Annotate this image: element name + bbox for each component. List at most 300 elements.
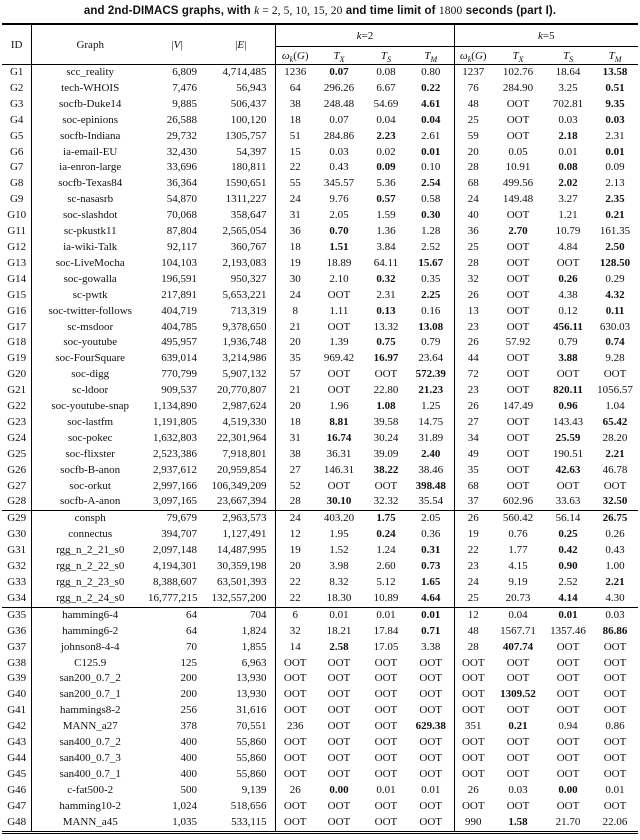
cell-k5-ts: OOT <box>556 640 580 653</box>
cell-k5-tx: 147.49 <box>502 400 534 413</box>
cell-k2-omega: 19 <box>289 256 301 269</box>
cell-k5-tm: 1.00 <box>605 560 625 573</box>
cell-k2-ts: 0.08 <box>376 66 396 78</box>
cell-k5-ts: 0.90 <box>558 560 578 573</box>
cell-k5-tm: 0.01 <box>605 783 625 796</box>
cell-k2-tx: 1.51 <box>329 240 349 253</box>
cell-k2-tm: 398.48 <box>408 479 454 495</box>
cell-v: 2,097,148 <box>152 544 197 557</box>
cell-id: G47 <box>2 799 32 815</box>
cell-graph: hamming10-2 <box>59 799 122 812</box>
cell-e: 1590,651 <box>206 176 276 192</box>
cell-k5-ts: OOT <box>556 736 580 749</box>
cell-k5-tm: 46.78 <box>602 463 628 476</box>
cell-k2-tx: 0.01 <box>314 607 364 623</box>
cell-k5-ts: 21.70 <box>555 815 581 828</box>
cell-k5-omega: 32 <box>467 272 479 285</box>
cell-k5-omega: 23 <box>467 320 479 333</box>
cell-k5-tx: OOT <box>506 431 530 444</box>
cell-e: 4,714,485 <box>206 65 276 81</box>
cell-k2-tm: OOT <box>408 751 454 767</box>
cell-k2-ts: 5.12 <box>376 576 396 588</box>
cell-id: G31 <box>2 543 32 559</box>
table-body <box>2 65 638 832</box>
cell-k5-ts: 190.51 <box>552 447 584 460</box>
cell-k5-tx: 4.15 <box>508 560 528 573</box>
cell-k5-omega: 49 <box>467 447 479 460</box>
cell-v: 32,430 <box>166 145 197 158</box>
cell-id: G34 <box>2 591 32 607</box>
cell-graph: sc-pwtk <box>72 288 108 301</box>
cell-k5-ts: 0.01 <box>558 145 578 158</box>
cell-k5-ts: OOT <box>556 672 580 685</box>
cell-id: G44 <box>2 751 32 767</box>
cell-graph: soc-youtube <box>63 336 118 349</box>
cell-k5-tm: 2.21 <box>605 447 625 460</box>
table-row <box>2 559 638 575</box>
cell-v: 8,388,607 <box>152 576 197 588</box>
cell-k2-tx: 0.07 <box>329 66 349 78</box>
cell-k5-omega: 27 <box>467 415 479 428</box>
cell-k2-ts: 0.09 <box>376 161 396 174</box>
cell-k2-tm: 31.89 <box>408 431 454 447</box>
cell-graph: soc-gowalla <box>63 272 117 285</box>
cell-id: G39 <box>2 671 32 687</box>
cell-k2-tx: 2.58 <box>329 640 349 653</box>
cell-graph: san200_0.7_1 <box>59 688 121 701</box>
cell-k5-ts: 4.14 <box>558 591 578 604</box>
cell-k5-tm: OOT <box>603 640 627 653</box>
cell-k2-omega: 32 <box>289 624 301 637</box>
cell-k5-tx: OOT <box>506 736 530 749</box>
cell-k5-ts: 0.79 <box>558 336 578 349</box>
cell-k5-tx: 0.76 <box>508 528 528 541</box>
cell-graph: ia-email-EU <box>63 145 118 158</box>
table-row <box>2 624 638 640</box>
cell-k2-ts: 1.36 <box>376 225 396 238</box>
table-row <box>2 447 638 463</box>
group-header-k2: k=2 <box>276 24 454 47</box>
cell-k2-tx: 1.11 <box>329 304 349 317</box>
cell-k2-ts: 0.13 <box>376 304 396 317</box>
cell-k2-ts: OOT <box>374 704 398 717</box>
table-row <box>2 719 638 735</box>
table-row <box>2 494 638 510</box>
cell-graph: rgg_n_2_23_s0 <box>56 576 125 588</box>
cell-k5-omega: 26 <box>467 288 479 301</box>
cell-k2-ts: 6.67 <box>376 81 396 94</box>
cell-v: 7,476 <box>172 81 197 94</box>
cell-k2-omega: 27 <box>289 463 301 476</box>
cell-graph: soc-twitter-follows <box>48 304 132 317</box>
cell-k2-tm: 572.39 <box>408 367 454 383</box>
cell-k2-tx: 1.52 <box>329 544 349 557</box>
cell-k5-tx: OOT <box>506 368 530 381</box>
cell-k5-tx: OOT <box>506 767 530 780</box>
cell-e: 9,378,650 <box>206 320 276 336</box>
cell-k2-tx: 18.30 <box>326 591 352 604</box>
cell-k2-tx: OOT <box>327 815 351 828</box>
cell-k2-ts: 2.23 <box>376 129 396 142</box>
cell-k5-tx: OOT <box>506 447 530 460</box>
cell-k5-tx: 20.73 <box>505 591 531 604</box>
cell-k5-omega: 24 <box>467 193 479 206</box>
cell-id: G27 <box>2 479 32 495</box>
cell-k5-tx: OOT <box>506 304 530 317</box>
cell-k5-ts: 3.88 <box>558 352 578 365</box>
cell-k5-omega: 23 <box>467 384 479 397</box>
cell-k5-ts: 2.18 <box>558 129 578 142</box>
cell-k5-tm: 9.28 <box>605 352 625 365</box>
cell-id: G10 <box>2 208 32 224</box>
cell-k2-omega: 12 <box>289 528 301 541</box>
cell-id: G18 <box>2 335 32 351</box>
cell-graph: hamming6-2 <box>62 624 119 637</box>
cell-k5-tx: 407.74 <box>502 640 534 653</box>
cell-k5-tx: 1309.52 <box>500 688 536 701</box>
cell-k5-tm: 0.43 <box>605 544 625 557</box>
cell-k5-tx: OOT <box>506 656 530 669</box>
cell-graph: soc-pokec <box>67 431 113 444</box>
cell-k5-tm: 0.51 <box>605 81 625 94</box>
cell-k2-ts: 0.01 <box>364 607 408 623</box>
cell-k2-tm: 38.46 <box>408 463 454 479</box>
cell-k5-tm: OOT <box>603 799 627 812</box>
cell-k2-tx: OOT <box>327 688 351 701</box>
cell-k2-omega: 24 <box>276 511 314 527</box>
cell-v: 404,785 <box>161 320 197 333</box>
cell-graph: consph <box>32 511 148 527</box>
cell-k5-omega: OOT <box>461 656 485 669</box>
cell-k2-tx: 0.00 <box>329 783 349 796</box>
cell-k5-ts: 0.08 <box>558 161 578 174</box>
cell-k2-ts: 0.24 <box>376 528 396 541</box>
cell-e: 518,656 <box>206 799 276 815</box>
cell-e: 9,139 <box>206 783 276 799</box>
cell-k2-ts: 16.97 <box>373 352 399 365</box>
table-caption <box>8 5 632 17</box>
cell-graph: soc-lastfm <box>67 415 114 428</box>
table-row <box>2 479 638 495</box>
cell-k2-omega: OOT <box>283 704 307 717</box>
cell-k5-ts: 0.94 <box>558 720 578 733</box>
cell-e: 7,918,801 <box>206 447 276 463</box>
table-row <box>2 399 638 415</box>
cell-k5-tx: OOT <box>506 240 530 253</box>
cell-k5-tm: 9.35 <box>605 97 625 110</box>
cell-e: 358,647 <box>206 208 276 224</box>
cell-v: 33,696 <box>166 161 197 174</box>
cell-k2-tx: 0.70 <box>329 225 349 238</box>
cell-k5-tm: OOT <box>603 688 627 701</box>
col-header-e: |E| <box>206 24 276 65</box>
cell-k5-omega: 25 <box>467 240 479 253</box>
cell-k2-tx: OOT <box>327 799 351 812</box>
cell-k2-tm: 0.73 <box>408 559 454 575</box>
results-table <box>2 23 638 832</box>
cell-v: 4,194,301 <box>152 560 197 573</box>
cell-k5-tx: OOT <box>506 129 530 142</box>
cell-k2-ts: OOT <box>374 815 398 828</box>
cell-k5-ts: 18.64 <box>555 66 581 78</box>
cell-graph: ia-enron-large <box>59 161 122 174</box>
table-row <box>2 431 638 447</box>
cell-k2-tx: OOT <box>327 368 351 381</box>
cell-k5-ts: 1.21 <box>558 209 578 222</box>
cell-k5-ts: OOT <box>556 704 580 717</box>
cell-k2-omega: 19 <box>289 544 301 557</box>
cell-graph: soc-digg <box>71 368 110 381</box>
cell-k2-tm: 629.38 <box>408 719 454 735</box>
cell-k5-omega: 72 <box>467 368 479 381</box>
cell-k2-ts: OOT <box>374 479 398 492</box>
cell-k2-tx: 2.10 <box>329 272 349 285</box>
cell-k5-tx: 1567.71 <box>500 624 536 637</box>
table-row <box>2 176 638 192</box>
cell-e: 55,860 <box>206 767 276 783</box>
cell-k5-ts: OOT <box>556 767 580 780</box>
cell-k5-tx: 149.48 <box>502 193 534 206</box>
cell-k5-tm: 2.13 <box>605 177 625 190</box>
table-row <box>2 65 638 81</box>
cell-k2-tx: 8.32 <box>329 576 349 588</box>
cell-k2-omega: OOT <box>283 767 307 780</box>
cell-k2-tx: OOT <box>327 288 351 301</box>
cell-v: 2,997,166 <box>152 479 197 492</box>
cell-k2-tm: 0.30 <box>408 208 454 224</box>
cell-k5-tx: OOT <box>506 113 530 126</box>
cell-k5-omega: 26 <box>454 511 492 527</box>
cell-k2-tm: 0.36 <box>408 527 454 543</box>
cell-k2-omega: 22 <box>289 161 301 174</box>
cell-id: G15 <box>2 288 32 304</box>
cell-v: 1,024 <box>172 799 197 812</box>
cell-k2-omega: 236 <box>286 720 304 733</box>
cell-k5-omega: 68 <box>467 177 479 190</box>
cell-v: 200 <box>180 672 197 685</box>
cell-k2-tm: 1.28 <box>408 224 454 240</box>
cell-k2-tm: 1.25 <box>408 399 454 415</box>
cell-e: 713,319 <box>206 304 276 320</box>
cell-k5-omega: 28 <box>467 640 479 653</box>
cell-k5-ts: OOT <box>556 479 580 492</box>
cell-v: 378 <box>180 720 197 733</box>
cell-k2-ts: OOT <box>374 799 398 812</box>
cell-id: G5 <box>2 129 32 145</box>
cell-id: G3 <box>2 97 32 113</box>
cell-k2-omega: 31 <box>289 209 301 222</box>
cell-k2-omega: 18 <box>289 113 301 126</box>
cell-k5-tx: OOT <box>506 704 530 717</box>
cell-e: 2,193,083 <box>206 256 276 272</box>
caption-math-k: k <box>254 5 260 17</box>
cell-k5-omega: 28 <box>467 256 479 269</box>
cell-k2-ts: 54.69 <box>373 97 399 110</box>
cell-graph: johnson8-4-4 <box>60 640 120 653</box>
cell-k5-omega: 26 <box>467 336 479 349</box>
cell-k2-tx: OOT <box>327 704 351 717</box>
cell-k5-ts: OOT <box>556 368 580 381</box>
cell-k5-ts: 820.11 <box>553 384 583 397</box>
cell-id: G48 <box>2 815 32 831</box>
cell-k5-omega: OOT <box>461 799 485 812</box>
cell-k2-omega: OOT <box>283 799 307 812</box>
cell-k5-tx: OOT <box>506 209 530 222</box>
cell-k2-tm: 3.38 <box>408 640 454 656</box>
cell-e: 1,824 <box>206 624 276 640</box>
cell-k2-tx: 403.20 <box>314 511 364 527</box>
cell-k2-ts: OOT <box>374 688 398 701</box>
cell-k2-ts: 5.36 <box>376 177 396 190</box>
cell-k2-tx: OOT <box>327 672 351 685</box>
cell-k2-ts: OOT <box>374 736 398 749</box>
cell-k2-tm: 0.22 <box>408 81 454 97</box>
cell-k5-tm: OOT <box>603 767 627 780</box>
cell-e: 20,959,854 <box>206 463 276 479</box>
cell-k2-tx: 8.81 <box>329 415 349 428</box>
cell-graph: san200_0.7_2 <box>59 672 121 685</box>
cell-k5-tx: 57.92 <box>505 336 531 349</box>
cell-id: G45 <box>2 767 32 783</box>
cell-k2-ts: OOT <box>374 751 398 764</box>
cell-graph: sc-msdoor <box>67 320 114 333</box>
sub-header-k2-tx: $T_X$ <box>314 47 364 65</box>
cell-id: G11 <box>2 224 32 240</box>
cell-graph: soc-LiveMocha <box>55 256 125 269</box>
cell-k2-tx: 1.39 <box>329 336 349 349</box>
cell-k2-ts: OOT <box>374 767 398 780</box>
cell-k5-tm: 0.01 <box>605 145 625 158</box>
cell-k2-omega: 8 <box>292 304 298 317</box>
cell-k5-tm: 0.09 <box>605 161 625 174</box>
table-row <box>2 240 638 256</box>
cell-v: 217,891 <box>161 288 197 301</box>
cell-v: 1,134,890 <box>152 400 197 413</box>
cell-k5-tx: OOT <box>506 320 530 333</box>
cell-k2-tm: 13.08 <box>408 320 454 336</box>
cell-v: 64 <box>185 624 197 637</box>
cell-e: 14,487,995 <box>206 543 276 559</box>
cell-k2-tx: 248.48 <box>323 97 355 110</box>
cell-graph: MANN_a45 <box>62 815 118 828</box>
cell-k2-ts: OOT <box>374 672 398 685</box>
cell-k5-tx: 284.90 <box>502 81 534 94</box>
cell-graph: MANN_a27 <box>62 720 118 733</box>
cell-k2-tm: OOT <box>408 703 454 719</box>
table-row <box>2 543 638 559</box>
table-row <box>2 256 638 272</box>
cell-e: 13,930 <box>206 671 276 687</box>
cell-v: 2,937,612 <box>152 463 197 476</box>
cell-graph: hammings8-2 <box>59 704 121 717</box>
cell-k2-tx: OOT <box>327 656 351 669</box>
cell-k2-tm: 2.52 <box>408 240 454 256</box>
cell-k5-omega: 34 <box>467 431 479 444</box>
cell-k2-ts: OOT <box>374 368 398 381</box>
cell-k5-ts: 456.11 <box>553 320 583 333</box>
cell-k2-ts: 22.80 <box>373 384 399 397</box>
table-row <box>2 304 638 320</box>
cell-k2-omega: OOT <box>283 656 307 669</box>
cell-k5-ts: 0.01 <box>544 607 592 623</box>
cell-k2-tx: 1.95 <box>329 528 349 541</box>
table-row <box>2 671 638 687</box>
cell-k2-ts: 30.24 <box>373 431 399 444</box>
cell-k2-tm: 1.65 <box>408 575 454 591</box>
cell-graph: rgg_n_2_21_s0 <box>56 544 125 557</box>
cell-v: 200 <box>180 688 197 701</box>
cell-k5-tx: OOT <box>506 288 530 301</box>
cell-k2-omega: 26 <box>289 783 301 796</box>
cell-id: G22 <box>2 399 32 415</box>
cell-k2-tx: 146.31 <box>323 463 355 476</box>
cell-id: G30 <box>2 527 32 543</box>
cell-k5-ts: 0.96 <box>558 400 578 413</box>
cell-graph: sc-nasasrb <box>67 193 114 206</box>
sub-header-k5-tm: $T_M$ <box>592 47 638 65</box>
cell-k5-omega: 28 <box>467 161 479 174</box>
cell-k5-tx: 602.96 <box>502 495 534 508</box>
cell-k5-ts: 2.52 <box>558 576 578 588</box>
cell-e: 1311,227 <box>206 192 276 208</box>
cell-k2-tm: 0.01 <box>408 145 454 161</box>
table-row <box>2 607 638 623</box>
cell-graph: soc-flixster <box>65 447 115 460</box>
cell-k2-tm: OOT <box>408 735 454 751</box>
cell-v: 26,588 <box>166 113 197 126</box>
cell-v: 92,117 <box>167 240 197 253</box>
cell-v: 16,777,215 <box>147 591 198 604</box>
cell-k5-tx: OOT <box>506 352 530 365</box>
cell-k5-omega: 68 <box>467 479 479 492</box>
cell-k5-omega: 23 <box>467 560 479 573</box>
cell-k5-tx: OOT <box>506 384 530 397</box>
cell-e: 533,115 <box>206 815 276 831</box>
cell-k5-omega: 48 <box>467 624 479 637</box>
table-row <box>2 113 638 129</box>
cell-e: 5,653,221 <box>206 288 276 304</box>
cell-k2-tm: 2.05 <box>408 511 454 527</box>
cell-graph: soc-youtube-snap <box>51 400 129 413</box>
table-row <box>2 192 638 208</box>
cell-k2-omega: 6 <box>276 607 314 623</box>
cell-k5-ts: OOT <box>556 256 580 269</box>
cell-k5-omega: 26 <box>467 400 479 413</box>
cell-k2-omega: OOT <box>283 672 307 685</box>
cell-k5-omega: 25 <box>467 591 479 604</box>
cell-graph: soc-FourSquare <box>55 352 126 365</box>
cell-k2-tm: 35.54 <box>408 494 454 510</box>
cell-k2-ts: OOT <box>374 656 398 669</box>
cell-k5-tx: 0.05 <box>508 145 528 158</box>
cell-e: 31,616 <box>206 703 276 719</box>
cell-v: 79,679 <box>148 511 206 527</box>
cell-k2-omega: 36 <box>289 225 301 238</box>
cell-k2-tx: OOT <box>327 320 351 333</box>
cell-graph: soc-slashdot <box>63 209 118 222</box>
cell-k2-ts: 0.75 <box>376 336 396 349</box>
cell-k5-omega: 1237 <box>462 66 485 78</box>
cell-k2-tx: 36.31 <box>326 447 352 460</box>
cell-e: 2,987,624 <box>206 399 276 415</box>
cell-k2-omega: 38 <box>289 447 301 460</box>
cell-e: 2,963,573 <box>206 511 276 527</box>
cell-k5-tx: 0.04 <box>492 607 544 623</box>
cell-k2-tm: 0.10 <box>408 160 454 176</box>
table-row <box>2 799 638 815</box>
cell-id: G6 <box>2 145 32 161</box>
cell-k2-omega: 35 <box>289 352 301 365</box>
